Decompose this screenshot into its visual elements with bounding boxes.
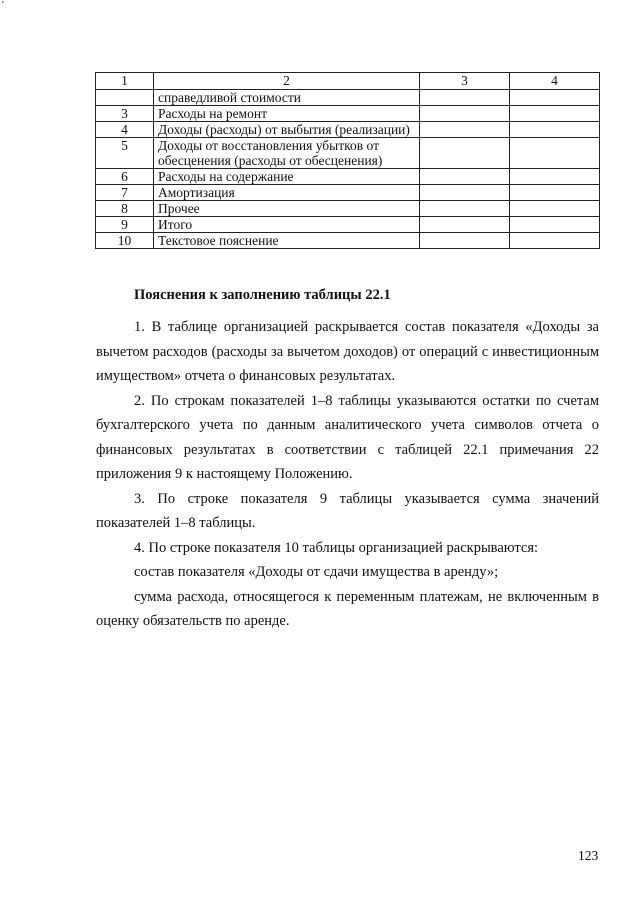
- row-number: 10: [96, 233, 154, 249]
- indicator-table: [95, 72, 600, 249]
- paragraph: 2. По строкам показателей 1–8 таблицы указываются остатки по счетам бухгалтерского учета по данным аналитического учета символов отчета о финансовых результатах в соответствии с таблицей 22.1 примечания 22 приложения 9 к настоящему Положению.: [96, 392, 599, 482]
- row-number: 5: [96, 138, 154, 169]
- table-row: [96, 201, 600, 217]
- section-heading: Пояснения к заполнению таблицы 22.1: [134, 287, 391, 303]
- row-number: 7: [96, 185, 154, 201]
- paragraph: 3. По строке показателя 9 таблицы указывается сумма значений показателей 1–8 таблицы.: [96, 490, 599, 531]
- paragraph: состав показателя «Доходы от сдачи имущества в аренду»;: [134, 564, 499, 580]
- row-number: [96, 90, 154, 106]
- page-number: 123: [578, 848, 599, 863]
- paragraph: 4. По строке показателя 10 таблицы организацией раскрываются:: [134, 539, 539, 556]
- value-cell: [510, 217, 600, 233]
- row-number: 4: [96, 122, 154, 138]
- table-row: [96, 122, 600, 138]
- explanation-text: [96, 315, 599, 634]
- table-header-row: [96, 73, 600, 90]
- value-cell: [420, 138, 510, 169]
- row-label: Расходы на содержание: [154, 169, 420, 185]
- value-cell: [420, 169, 510, 185]
- paragraph: 1. В таблице организацией раскрывается состав показателя «Доходы за вычетом расходов (расходы за вычетом доходов) от операций с инвестиционным имуществом» отчета о финансовых результатах.: [96, 319, 599, 384]
- value-cell: [420, 106, 510, 122]
- table-header-cell: 4: [510, 73, 600, 90]
- row-number: 3: [96, 106, 154, 122]
- value-cell: [510, 122, 600, 138]
- row-number: 8: [96, 201, 154, 217]
- row-label: Текстовое пояснение: [154, 233, 420, 249]
- value-cell: [420, 185, 510, 201]
- row-label: Амортизация: [154, 185, 420, 201]
- table-header-cell: 1: [96, 73, 154, 90]
- corner-mark: ': [2, 0, 4, 11]
- value-cell: [420, 233, 510, 249]
- value-cell: [510, 169, 600, 185]
- row-number: 9: [96, 217, 154, 233]
- table-header-cell: 2: [154, 73, 420, 90]
- value-cell: [510, 185, 600, 201]
- value-cell: [510, 138, 600, 169]
- value-cell: [510, 90, 600, 106]
- row-label: Итого: [154, 217, 420, 233]
- row-label: Прочее: [154, 201, 420, 217]
- table-row: [96, 217, 600, 233]
- table-row: [96, 106, 600, 122]
- table-row: [96, 90, 600, 106]
- table-row: [96, 138, 600, 169]
- table-row: [96, 169, 600, 185]
- table-header-cell: 3: [420, 73, 510, 90]
- table-row: [96, 233, 600, 249]
- row-label: Расходы на ремонт: [154, 106, 420, 122]
- value-cell: [510, 201, 600, 217]
- row-number: 6: [96, 169, 154, 185]
- table-row: [96, 185, 600, 201]
- row-label: справедливой стоимости: [154, 90, 420, 106]
- value-cell: [420, 90, 510, 106]
- row-label: Доходы от восстановления убытков от обесценения (расходы от обесценения): [154, 138, 420, 169]
- value-cell: [510, 233, 600, 249]
- value-cell: [510, 106, 600, 122]
- value-cell: [420, 217, 510, 233]
- paragraph: сумма расхода, относящегося к переменным платежам, не включенным в оценку обязательств по аренде.: [96, 588, 599, 629]
- row-label: Доходы (расходы) от выбытия (реализации): [154, 122, 420, 138]
- value-cell: [420, 122, 510, 138]
- value-cell: [420, 201, 510, 217]
